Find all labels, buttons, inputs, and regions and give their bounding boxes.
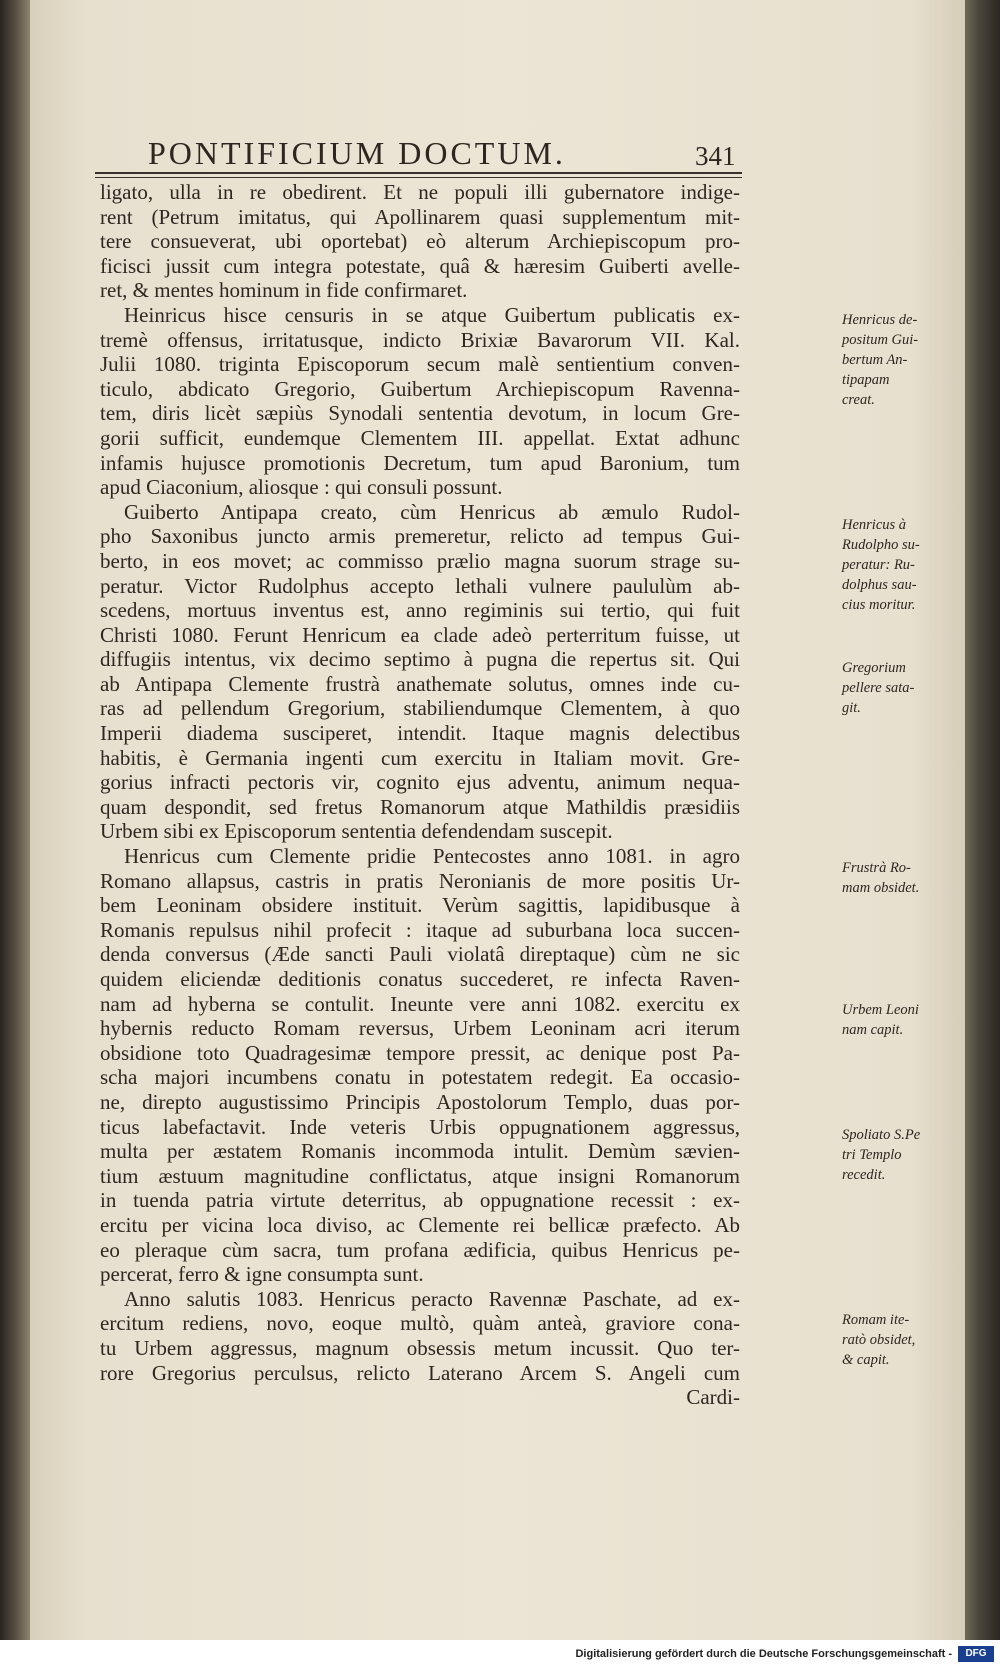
- margin-note-line: Urbem Leoni: [842, 1002, 919, 1018]
- text-line: quidem eliciendæ deditionis conatus succederet, re infecta Raven-: [100, 967, 740, 991]
- text-line: tu Urbem aggressus, magnum obsessis metum incussit. Quo ter-: [100, 1335, 740, 1360]
- text-line: Imperii diadema susciperet, intendit. Itaque magnis delectibus: [100, 721, 740, 746]
- book-right-edge: [965, 0, 1000, 1669]
- text-line: berto, in eos movet; ac commisso prælio magna suorum strage su-: [100, 548, 740, 573]
- text-line: Christi 1080. Ferunt Henricum ea clade adeò perterritum fuisse, ut: [100, 622, 740, 647]
- margin-note: [842, 858, 947, 898]
- margin-note-line: Rudolpho su-: [842, 537, 920, 553]
- text-line: ticulo, abdicato Gregorio, Guibertum Archiepiscopum Ravenna-: [100, 376, 740, 401]
- text-line: obsidione toto Quadragesimæ tempore pressit, ac denique post Pa-: [100, 1040, 740, 1065]
- margin-note-line: Henricus de-: [842, 312, 918, 328]
- margin-note-line: tri Templo: [842, 1147, 902, 1163]
- text-line: gorius infracti pectoris vir, cognito ejus adventu, animum nequa-: [100, 770, 740, 795]
- margin-note-line: Frustrà Ro-: [842, 860, 911, 876]
- text-line: multa per æstatem Romanis incommoda intulit. Demùm sævien-: [100, 1139, 740, 1164]
- text-line: Romano allapsus, castris in pratis Neronianis de more positis Ur-: [100, 868, 740, 893]
- text-line: ras ad pellendum Gregorium, stabiliendumque Clementem, à quo: [100, 696, 740, 721]
- text-line: ab Antipapa Clemente frustrà anathemate solutus, omnes inde cu-: [100, 671, 740, 696]
- text-line: tere consueverat, ubi oportebat) eò alterum Archiepiscopum pro-: [100, 229, 740, 254]
- text-line: Guiberto Antipapa creato, cùm Henricus ab æmulo Rudol-: [124, 499, 740, 524]
- text-line: ficisci jussit cum integra potestate, quâ & hæresim Guiberti avelle-: [100, 253, 740, 278]
- text-line: scedens, mortuus inventus est, anno regiminis sui tertio, qui fuit: [100, 598, 740, 623]
- text-line: bem Leoninam obsidere instituit. Verùm sagittis, lapidibusque à: [100, 893, 740, 918]
- margin-note-line: tipapam: [842, 372, 890, 388]
- text-line: ticus labefactavit. Inde veteris Urbis oppugnationem aggressus,: [100, 1114, 740, 1139]
- body-text: [100, 180, 921, 1410]
- dfg-logo: DFG: [958, 1646, 994, 1662]
- margin-note: [842, 1310, 947, 1370]
- footer-bar: [0, 1640, 1000, 1669]
- text-line: tem, diris licèt sæpiùs Synodali sententia devotum, in locum Gre-: [100, 401, 740, 426]
- book-left-edge: [0, 0, 30, 1669]
- text-line: Henricus cum Clemente pridie Pentecostes anno 1081. in agro: [124, 844, 740, 869]
- text-line: hybernis reducto Romam reversus, Urbem Leoninam acri iterum: [100, 1016, 740, 1041]
- text-line: apud Ciaconium, aliosque : qui consuli possunt.: [100, 475, 503, 500]
- margin-note-line: cius moritur.: [842, 597, 916, 613]
- page-number: 341: [695, 141, 736, 171]
- margin-note: [842, 310, 947, 410]
- margin-note-line: positum Gui-: [842, 332, 919, 348]
- text-line: rore Gregorius perculsus, relicto Laterano Arcem S. Angeli cum: [100, 1360, 740, 1385]
- header-rule: [95, 172, 742, 174]
- text-line: Urbem sibi ex Episcoporum sententia defendendam suscepit.: [100, 819, 613, 844]
- margin-note: [842, 1125, 947, 1185]
- text-line: tium æstuum magnitudine conflictatus, atque insigni Romanorum: [100, 1163, 740, 1188]
- margin-note: [842, 515, 947, 615]
- margin-note-line: Spoliato S.Pe: [842, 1127, 921, 1143]
- margin-note-line: bertum An-: [842, 352, 908, 368]
- margin-note-line: mam obsidet.: [842, 880, 920, 896]
- text-line: gorii sufficit, eundemque Clementem III. appellat. Extat adhunc: [100, 425, 740, 450]
- text-line: habitis, è Germania ingenti cum exercitu in Italiam movit. Gre-: [100, 745, 740, 770]
- margin-note-line: peratur: Ru-: [842, 557, 915, 573]
- text-line: nam ad hyberna se contulit. Ineunte vere anni 1082. exercitu ex: [100, 991, 740, 1016]
- text-line: Julii 1080. triginta Episcoporum secum malè sentientium conven-: [100, 352, 740, 377]
- text-line: in tuenda patria virtute deterritus, ab oppugnatione recessit : ex-: [100, 1188, 740, 1213]
- text-line: eo pleraque cùm sacra, tum profana ædificia, quibus Henricus pe-: [100, 1237, 740, 1262]
- text-line: ercitu per vicina loca diviso, ac Clemente rei bellicæ præfecto. Ab: [100, 1212, 740, 1237]
- text-line: Heinricus hisce censuris in se atque Guibertum publicatis ex-: [124, 302, 740, 327]
- text-line: Anno salutis 1083. Henricus peracto Ravennæ Paschate, ad ex-: [124, 1286, 740, 1311]
- text-line: rent (Petrum imitatus, qui Apollinarem quasi supplementum mit-: [100, 204, 740, 229]
- text-line: quam despondit, sed fretus Romanorum atque Mathildis præsidiis: [100, 794, 740, 819]
- text-line: Romanis repulsus nihil profecit : itaque ad suburbana loca succen-: [100, 917, 740, 942]
- margin-note-line: dolphus sau-: [842, 577, 917, 593]
- text-line: ercitum rediens, novo, eoque multò, quàm anteà, graviore cona-: [100, 1311, 740, 1336]
- margin-note-line: & capit.: [842, 1352, 890, 1368]
- text-line: infamis hujusce promotionis Decretum, tum apud Baronium, tum: [100, 450, 740, 475]
- margin-note: [842, 1000, 947, 1040]
- margin-note-line: recedit.: [842, 1167, 886, 1183]
- text-line: ne, direpto augustissimo Principis Apostolorum Templo, duas por-: [100, 1089, 740, 1114]
- text-line: ligato, ulla in re obedirent. Et ne populi illi gubernatore indige-: [100, 180, 740, 204]
- margin-note-line: Romam ite-: [842, 1312, 910, 1328]
- text-line: ret, & mentes hominum in fide confirmaret.: [100, 278, 468, 303]
- margin-note: [842, 658, 947, 718]
- text-line: peratur. Victor Rudolphus accepto lethali vulnere paululùm ab-: [100, 573, 740, 598]
- catchword: Cardi-: [686, 1385, 740, 1410]
- text-line: pho Saxonibus juncto armis premeretur, relicto ad tempus Gui-: [100, 524, 740, 549]
- text-line: percerat, ferro & igne consumpta sunt.: [100, 1262, 424, 1287]
- funding-credit: Digitalisierung gefördert durch die Deutsche Forschungsgemeinschaft -: [575, 1648, 952, 1660]
- facing-page-bleed: [32, 180, 46, 880]
- header-rule-thin: [95, 177, 742, 178]
- text-line: denda conversus (Æde sancti Pauli violatâ direptaque) cùm ne sic: [100, 942, 740, 967]
- margin-note-line: Gregorium: [842, 660, 906, 676]
- text-line: diffugiis intentus, vix decimo septimo à pugna die repertus sit. Qui: [100, 647, 740, 672]
- running-title: PONTIFICIUM DOCTUM.: [148, 135, 566, 171]
- margin-note-line: git.: [842, 700, 861, 716]
- page-header: [100, 135, 740, 177]
- margin-note-line: nam capit.: [842, 1022, 904, 1038]
- margin-note-line: Henricus à: [842, 517, 907, 533]
- text-line: scha majori incumbens conatu in potestatem redegit. Ea occasio-: [100, 1065, 740, 1090]
- margin-note-line: creat.: [842, 392, 875, 408]
- text-line: tremè offensus, irritatusque, indicto Brixiæ Bavarorum VII. Kal.: [100, 327, 740, 352]
- margin-note-line: pellere sata-: [842, 680, 915, 696]
- margin-note-line: ratò obsidet,: [842, 1332, 916, 1348]
